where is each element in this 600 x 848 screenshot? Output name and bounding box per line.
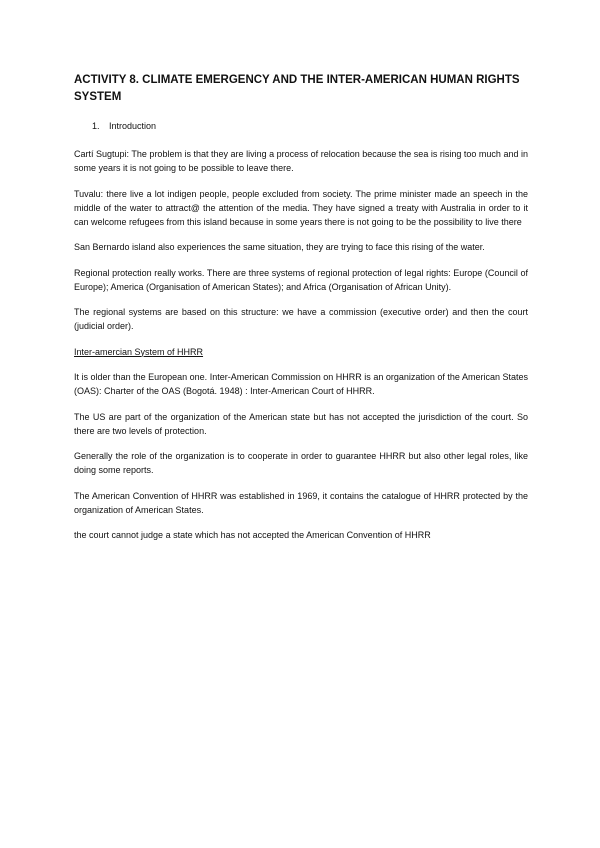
section-label: Introduction xyxy=(109,121,157,131)
subheading-inter-american-system: Inter-amercian System of HHRR xyxy=(74,346,204,357)
paragraph-regional-structure: The regional systems are based on this structure: we have a commission (executive order) and then the court (judicial order). xyxy=(74,307,528,331)
paragraph-tuvalu: Tuvalu: there live a lot indigen people, people excluded from society. The prime minister made an speech in the middle of the water to attract@ the attention of the media. They have signed a treaty with Australia in order to it can welcome refugees from this island because in some years there is not going to be the possibility to live there xyxy=(74,188,528,227)
paragraph-regional-protection: Regional protection really works. There are three systems of regional protection of legal rights: Europe (Council of Europe); America (Organisation of American States); and Africa (Organisation of African Unity). xyxy=(74,267,528,292)
section-number: 1. xyxy=(92,121,100,131)
paragraph-american-convention: The American Convention of HHRR was established in 1969, it contains the catalogue of HHRR protected by the organization of American States. xyxy=(74,490,528,515)
section-heading xyxy=(92,120,528,133)
paragraph-us-jurisdiction: The US are part of the organization of the American state but has not accepted the jurisdiction of the court. So there are two levels of protection. xyxy=(74,411,528,436)
paragraph-san-bernardo: San Bernardo island also experiences the same situation, they are trying to face this rising of the water. xyxy=(74,242,485,252)
paragraph-court-limitation: the court cannot judge a state which has not accepted the American Convention of HHRR xyxy=(74,530,431,540)
document-title: ACTIVITY 8. CLIMATE EMERGENCY AND THE INTER-AMERICAN HUMAN RIGHTS SYSTEM xyxy=(74,74,520,103)
paragraph-organization-role: Generally the role of the organization is to cooperate in order to guarantee HHRR but also other legal roles, like doing some reports. xyxy=(74,451,528,475)
paragraph-older-than-european: It is older than the European one. Inter-American Commission on HHRR is an organization of the American States (OAS): Charter of the OAS (Bogotá. 1948) : Inter-American Court of HHRR. xyxy=(74,372,528,396)
document-page xyxy=(74,72,528,554)
paragraph-carti-sugtupi: Cartí Sugtupi: The problem is that they are living a process of relocation because the sea is rising too much and in some years it is not going to be possible to leave there. xyxy=(74,149,528,173)
